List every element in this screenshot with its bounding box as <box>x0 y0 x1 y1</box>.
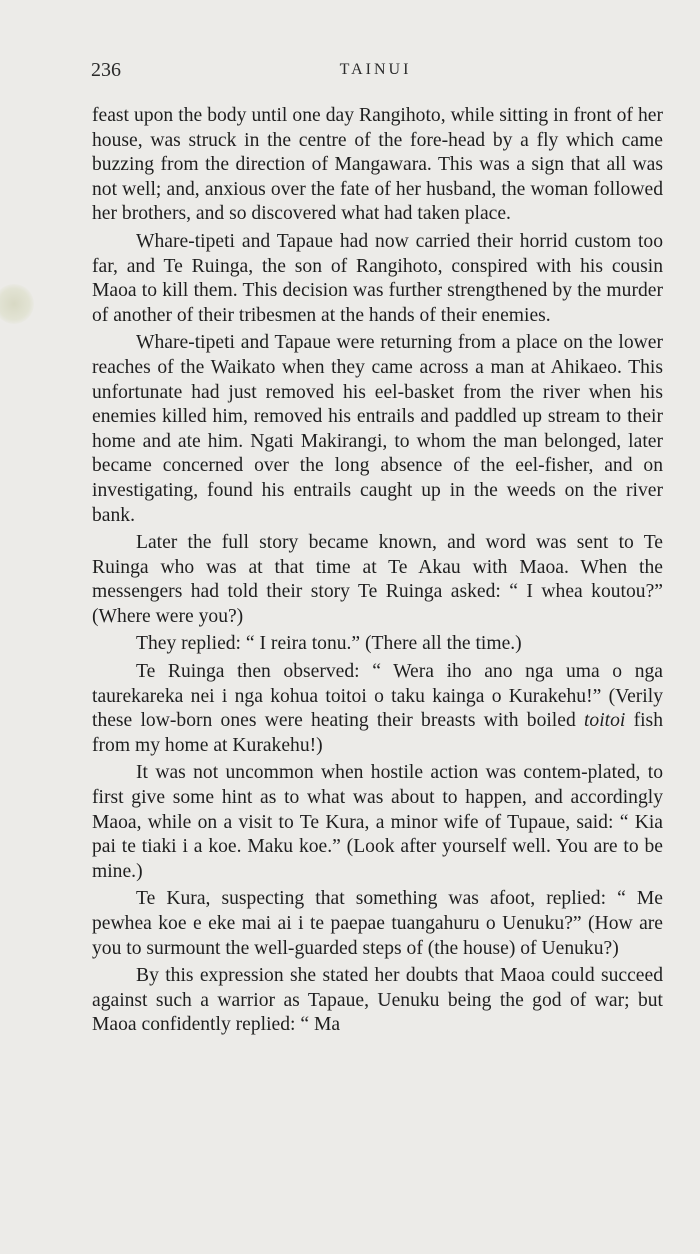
running-title: TAINUI <box>339 61 412 78</box>
paragraph <box>92 887 663 961</box>
paragraph <box>92 660 663 758</box>
paragraph-text: Whare-tipeti and Tapaue had now carried their horrid custom too far, and Te Ruinga, the son of Rangihoto, conspired with his cousin Maoa to kill them. This decision was further strengthened by the murder of another of their tribesmen at the hands of their enemies. <box>92 230 663 326</box>
paragraph-text: feast upon the body until one day Rangihoto, while sitting in front of her house, was struck in the centre of the fore-head by a fly which came buzzing from the direction of Mangawara. This was a sign that all was not well; and, anxious over the fate of her husband, the woman followed her brothers, and so discovered what had taken place. <box>92 105 663 225</box>
paragraph-text: It was not uncommon when hostile action was contem-plated, to first give some hint as to what was about to happen, and accordingly Maoa, while on a visit to Te Kura, a minor wife of Tupaue, said: “ Kia pai te tiaki i a koe. Maku koe.” (Look after yourself well. You are to be mine.) <box>92 762 663 882</box>
paragraph <box>92 964 663 1038</box>
running-head <box>88 56 663 86</box>
paragraph <box>92 230 663 328</box>
paragraph <box>92 632 663 657</box>
italic-term: toitoi <box>583 710 626 732</box>
paragraph <box>92 761 663 884</box>
page-number: 236 <box>91 59 121 81</box>
paragraph <box>92 104 663 227</box>
paragraph-text: Later the full story became known, and word was sent to Te Ruinga who was at that time at Te Akau with Maoa. When the messengers had told their story Te Ruinga asked: “ I whea koutou?” (Where were you?) <box>92 532 663 627</box>
paragraph <box>92 531 663 629</box>
paragraph-text: Whare-tipeti and Tapaue were returning from a place on the lower reaches of the Waikato when they came across a man at Ahikaeo. This unfortunate had just removed his eel-basket from the river when his enemies killed him, removed his entrails and paddled up stream to their home and ate him. Ngati Makirangi, to whom the man belonged, later became concerned over the long absence of the eel-fisher, and on investigating, found his entrails caught up in the weeds on the river bank. <box>92 332 663 526</box>
paragraph-text: They replied: “ I reira tonu.” (There all the time.) <box>136 633 522 655</box>
paragraph-text: Te Ruinga then observed: “ Wera iho ano nga uma o nga taurekareka nei i nga kohua toitoi o taku kainga o Kurakehu!” (Verily these low-born ones were heating their breasts with boiled <box>92 661 663 732</box>
paragraph-text: Te Kura, suspecting that something was afoot, replied: “ Me pewhea koe e eke mai ai i te paepae tuangahuru o Uenuku?” (How are you to surmount the well-guarded steps of (the house) of Uenuku?) <box>92 888 663 959</box>
body-text <box>92 104 663 1038</box>
paragraph-text: By this expression she stated her doubts that Maoa could succeed against such a warrior as Tapaue, Uenuku being the god of war; but Maoa confidently replied: “ Ma <box>92 965 663 1036</box>
paper-stain <box>0 284 34 324</box>
paragraph-text: fish from my home at Kurakehu!) <box>92 710 663 756</box>
paragraph <box>92 331 663 528</box>
